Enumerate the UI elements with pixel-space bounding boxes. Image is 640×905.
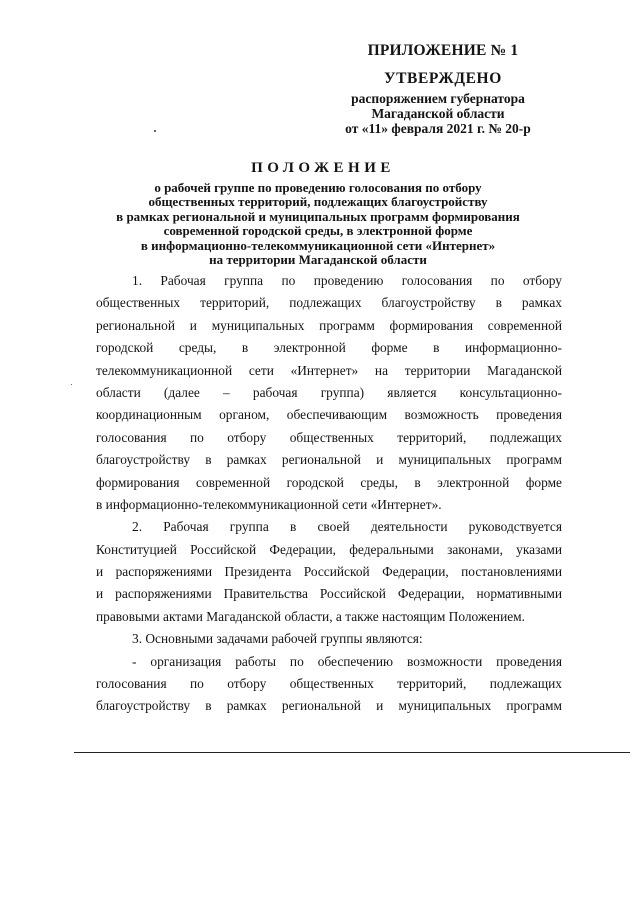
paragraph-1-line: телекоммуникационной сети «Интернет» на территории Магаданской (96, 362, 562, 378)
paragraph-2-line: 2. Рабочая группа в своей деятельности руководствуется (132, 519, 562, 535)
decree-reference (318, 91, 558, 121)
list-item-line: голосования по отбору общественных территорий, подлежащих (96, 676, 562, 692)
paragraph-1-line: в информационно-телекоммуникационной сети «Интернет». (96, 496, 442, 512)
paragraph-2-line: и распоряжениями Президента Российской Федерации, постановлениями (96, 564, 562, 580)
decree-date: от «11» февраля 2021 г. № 20-р (345, 121, 531, 136)
appendix-number: ПРИЛОЖЕНИЕ № 1 (367, 42, 519, 59)
list-item-line: благоустройству в рамках региональной и муниципальных программ (96, 698, 562, 714)
subtitle-line: о рабочей группе по проведению голосования по отбору (154, 180, 482, 195)
paragraph-1-line: благоустройству в рамках региональной и муниципальных программ (96, 452, 562, 468)
paragraph-1-line: координационным органом, обеспечивающим возможность проведения (96, 407, 562, 423)
subtitle-line: современной городской среды, в электронной форме (163, 223, 473, 239)
paragraph-1-line: области (далее – рабочая группа) является консультационно- (96, 384, 562, 400)
scan-speck (154, 130, 156, 132)
decree-line: распоряжением губернатора (351, 91, 525, 106)
paragraph-2-line: Конституцией Российской Федерации, федеральными законами, указами (96, 541, 562, 557)
subtitle-line: общественных территорий, подлежащих благоустройству (148, 194, 488, 210)
subtitle-line: в рамках региональной и муниципальных программ формирования (116, 208, 520, 224)
subtitle-line: в информационно-телекоммуникационной сети «Интернет» (140, 237, 496, 253)
paragraph-1-line: 1. Рабочая группа по проведению голосования по отбору (132, 273, 562, 288)
decree-line: Магаданской области (371, 106, 505, 121)
document-body (96, 270, 562, 718)
paragraph-2-line: правовыми актами Магаданской области, а также настоящим Положением. (96, 608, 525, 624)
list-item-line: - организация работы по обеспечению возможности проведения (132, 653, 562, 669)
paragraph-1-line: общественных территорий, подлежащих благоустройству в рамках (96, 295, 562, 311)
subtitle-line: на территории Магаданской области (209, 252, 427, 268)
document-title: ПОЛОЖЕНИЕ (251, 160, 395, 176)
approval-stamp-heading: УТВЕРЖДЕНО (384, 70, 502, 87)
document-subtitle (90, 181, 546, 267)
scan-speck (71, 384, 72, 385)
paragraph-1-line: формирования современной городской среды, в электронной форме (96, 474, 562, 490)
page-bottom-rule (74, 752, 630, 753)
paragraph-1-line: городской среды, в электронной форме в информационно- (96, 340, 562, 356)
paragraph-1-line: региональной и муниципальных программ формирования современной (96, 317, 562, 333)
paragraph-2-line: и распоряжениями Правительства Российской Федерации, нормативными (96, 586, 562, 602)
paragraph-3-line: 3. Основными задачами рабочей группы являются: (132, 631, 423, 647)
paragraph-1-line: голосования по отбору общественных территорий, подлежащих (96, 429, 562, 445)
